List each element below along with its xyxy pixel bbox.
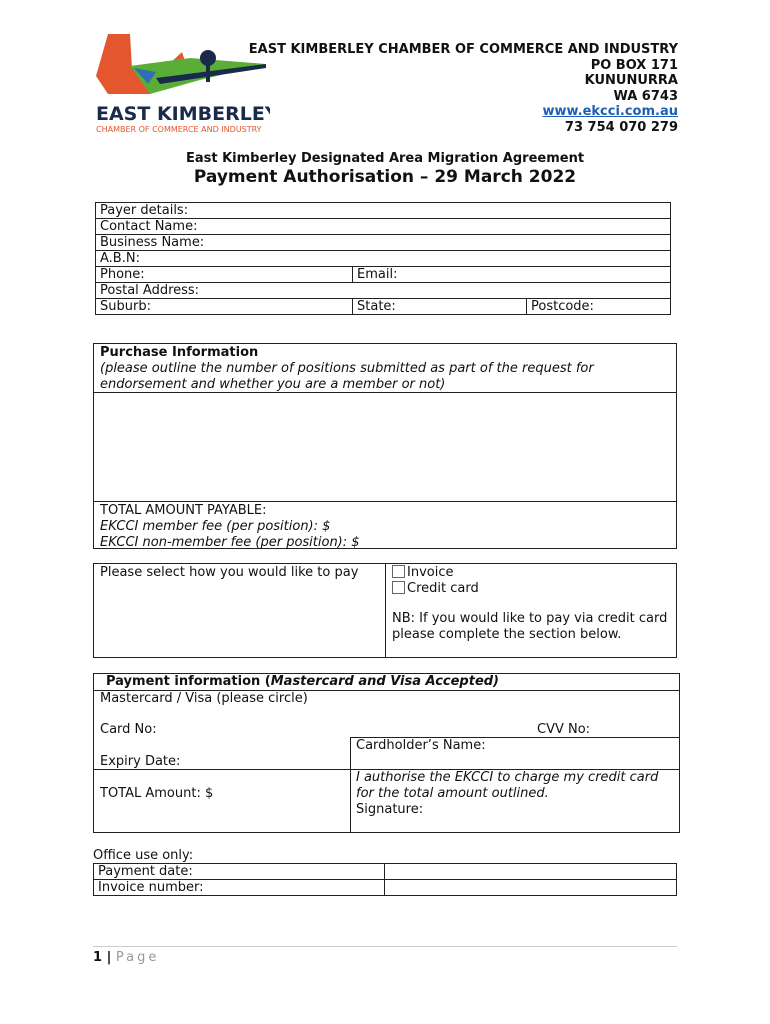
website-link[interactable]: www.ekcci.com.au — [542, 104, 678, 120]
business-name-field[interactable]: Business Name: — [96, 235, 671, 251]
state-postcode: WA 6743 — [613, 88, 678, 104]
total-amount-payable: TOTAL AMOUNT PAYABLE: — [100, 503, 267, 518]
document-subtitle: East Kimberley Designated Area Migration Agreement — [185, 151, 585, 166]
logo-subtitle: CHAMBER OF COMMERCE AND INDUSTRY — [96, 125, 262, 134]
office-use-table — [93, 863, 677, 896]
office-use-label: Office use only: — [93, 848, 194, 863]
organisation-address — [249, 42, 678, 136]
contact-name-field[interactable]: Contact Name: — [96, 219, 671, 235]
purchase-details-area[interactable] — [94, 393, 676, 502]
phone-field[interactable]: Phone: — [96, 267, 353, 283]
footer-divider — [93, 946, 677, 947]
credit-card-option[interactable] — [392, 581, 672, 597]
payment-method-section — [93, 563, 677, 658]
state-field[interactable]: State: — [353, 299, 527, 315]
page-footer — [93, 950, 159, 965]
nonmember-fee: EKCCI non-member fee (per position): $ — [100, 535, 360, 550]
document-title: Payment Authorisation – 29 March 2022 — [193, 167, 577, 187]
postcode-field[interactable]: Postcode: — [527, 299, 671, 315]
page-number: 1 — [93, 950, 103, 965]
invoice-label: Invoice — [407, 565, 454, 580]
expiry-date-field[interactable]: Expiry Date: — [100, 754, 181, 769]
purchase-note: (please outline the number of positions submitted as part of the request for endorsement and whether you are a member or not) — [100, 361, 594, 392]
town: KUNUNURRA — [584, 73, 678, 89]
payment-date-field[interactable] — [385, 864, 677, 880]
org-name: EAST KIMBERLEY CHAMBER OF COMMERCE AND INDUSTRY — [248, 42, 678, 57]
cardholder-name-field[interactable]: Cardholder’s Name: — [356, 738, 486, 753]
signature-field[interactable]: Signature: — [356, 802, 424, 817]
card-number-field[interactable]: Card No: — [100, 722, 157, 737]
logo-title: EAST KIMBERLEY — [96, 103, 270, 125]
payment-information-section — [93, 673, 680, 833]
invoice-number-label: Invoice number: — [94, 880, 385, 896]
invoice-number-field[interactable] — [385, 880, 677, 896]
abn-field[interactable]: A.B.N: — [96, 251, 671, 267]
invoice-option[interactable] — [392, 565, 672, 581]
email-field[interactable]: Email: — [353, 267, 671, 283]
purchase-heading: Purchase Information — [100, 345, 259, 360]
cvv-field[interactable]: CVV No: — [537, 722, 591, 737]
postal-address-field[interactable]: Postal Address: — [96, 283, 671, 299]
credit-card-checkbox[interactable] — [392, 581, 405, 594]
total-amount-field[interactable]: TOTAL Amount: $ — [100, 786, 214, 801]
payer-details-label[interactable]: Payer details: — [96, 203, 671, 219]
suburb-field[interactable]: Suburb: — [96, 299, 353, 315]
page-separator: | — [102, 950, 116, 965]
authorisation-statement: I authorise the EKCCI to charge my credit card for the total amount outlined. — [356, 770, 659, 801]
purchase-information-section — [93, 343, 677, 549]
payment-method-prompt: Please select how you would like to pay — [94, 564, 386, 657]
payment-info-heading: Payment information (Mastercard and Visa Accepted) — [94, 674, 679, 691]
card-type-field[interactable]: Mastercard / Visa (please circle) — [100, 691, 308, 706]
ekcci-logo — [90, 28, 270, 138]
page-word: Page — [115, 950, 160, 965]
payment-date-label: Payment date: — [94, 864, 385, 880]
payer-details-table — [95, 202, 671, 315]
credit-card-label: Credit card — [407, 581, 479, 596]
org-phone: 73 754 070 279 — [564, 119, 678, 135]
credit-card-note: NB: If you would like to pay via credit card please complete the section below. — [392, 611, 668, 642]
po-box: PO BOX 171 — [590, 57, 678, 73]
member-fee: EKCCI member fee (per position): $ — [100, 519, 331, 534]
invoice-checkbox[interactable] — [392, 565, 405, 578]
